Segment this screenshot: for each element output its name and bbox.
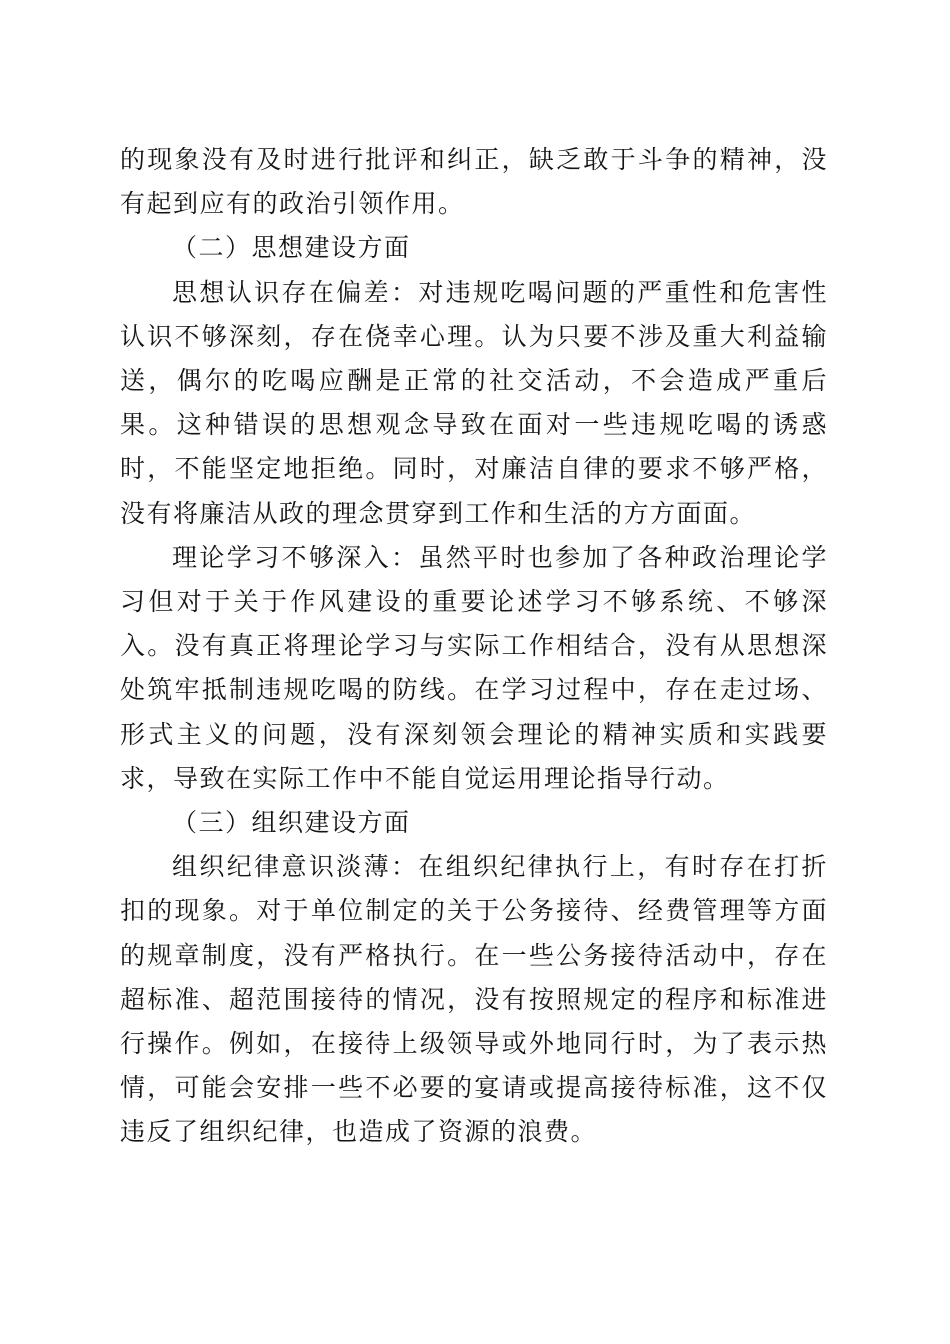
section-heading-organization: （三）组织建设方面 [172,808,411,838]
section-heading-ideology: （二）思想建设方面 [172,233,411,263]
paragraph-theory-study: 理论学习不够深入：虽然平时也参加了各种政治理论学习但对于关于作风建设的重要论述学习不够系统、不够深入。没有真正将理论学习与实际工作相结合，没有从思想深处筑牢抵制违规吃喝的防线。在学习过程中，存在走过场、形式主义的问题，没有深刻领会理论的精神实质和实践要求，导致在实际工作中不能自觉运用理论指导行动。 [120,542,828,793]
paragraph-ideological-deviation: 思想认识存在偏差：对违规吃喝问题的严重性和危害性认识不够深刻，存在侥幸心理。认为只要不涉及重大利益输送，偶尔的吃喝应酬是正常的社交活动，不会造成严重后果。这种错误的思想观念导致在面对一些违规吃喝的诱惑时，不能坚定地拒绝。同时，对廉洁自律的要求不够严格，没有将廉洁从政的理念贯穿到工作和生活的方方面面。 [120,277,828,528]
paragraph-continuation: 的现象没有及时进行批评和纠正，缺乏敢于斗争的精神，没有起到应有的政治引领作用。 [120,145,828,219]
document-body [120,138,828,1155]
paragraph-organizational-discipline: 组织纪律意识淡薄：在组织纪律执行上，有时存在打折扣的现象。对于单位制定的关于公务接待、经费管理等方面的规章制度，没有严格执行。在一些公务接待活动中，存在超标准、超范围接待的情况，没有按照规定的程序和标准进行操作。例如，在接待上级领导或外地同行时，为了表示热情，可能会安排一些不必要的宴请或提高接待标准，这不仅违反了组织纪律，也造成了资源的浪费。 [120,852,828,1147]
